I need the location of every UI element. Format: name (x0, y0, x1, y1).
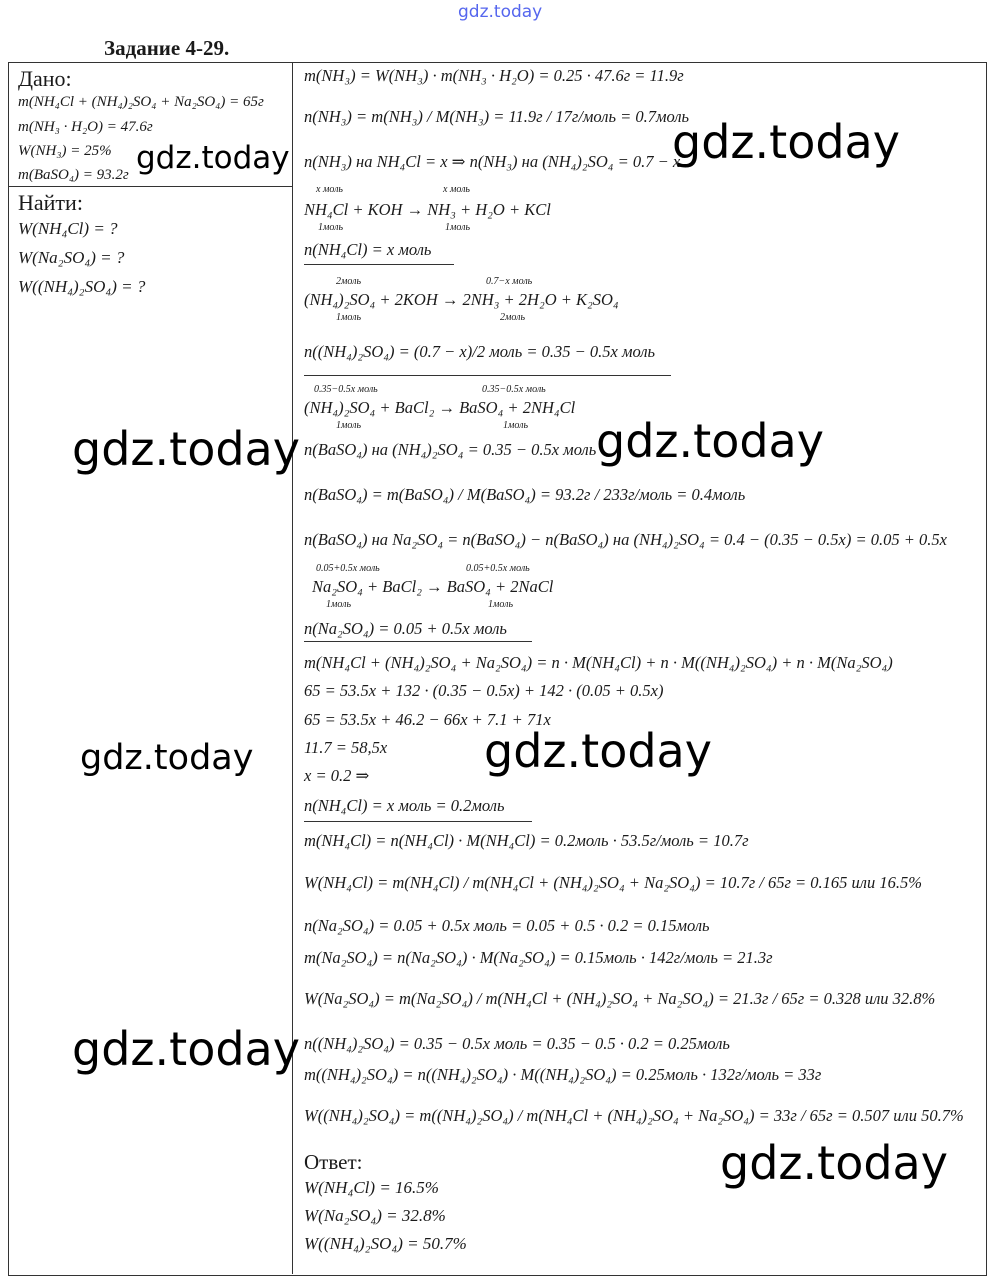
solution-line: n(Na₂SO₄) = 0.05 + 0.5x моль (304, 619, 507, 638)
find-line: W(Na₂SO₄) = ? (18, 248, 125, 267)
watermark: gdz.today (136, 140, 290, 176)
given-heading: Дано: (18, 66, 72, 91)
solution-line: m(NH₄Cl) = n(NH₄Cl) · M(NH₄Cl) = 0.2моль · 53.5г/моль = 10.7г (304, 831, 749, 850)
solution-line: W(Na₂SO₄) = m(Na₂SO₄) / m(NH₄Cl + (NH₄)₂SO₄ + Na₂SO₄) = 21.3г / 65г = 0.328 или 32.8% (304, 989, 936, 1008)
solution-line: m(NH₄Cl + (NH₄)₂SO₄ + Na₂SO₄) = n · M(NH₄Cl) + n · M((NH₄)₂SO₄) + n · M(Na₂SO₄) (304, 653, 893, 672)
reaction-note: 1моль (318, 222, 344, 233)
underline (304, 821, 532, 822)
underline (304, 375, 671, 376)
column-divider (292, 62, 293, 1274)
answer-line: W(NH₄Cl) = 16.5% (304, 1178, 439, 1197)
watermark: gdz.today (72, 1022, 300, 1076)
find-line: W(NH₄Cl) = ? (18, 219, 118, 238)
solution-line: m(Na₂SO₄) = n(Na₂SO₄) · M(Na₂SO₄) = 0.15моль · 142г/моль = 21.3г (304, 948, 773, 967)
reaction-note: 1моль (326, 599, 352, 610)
solution-line: n(BaSO₄) на Na₂SO₄ = n(BaSO₄) − n(BaSO₄) на (NH₄)₂SO₄ = 0.4 − (0.35 − 0.5x) = 0.05 + 0.5x (304, 530, 947, 549)
reaction-note: 0.05+0.5x моль (466, 563, 530, 574)
reaction-equation: NH₄Cl + KOH → NH₃ + H₂O + KCl (304, 200, 551, 219)
reaction-note: 0.05+0.5x моль (316, 563, 380, 574)
reaction-note: 1моль (488, 599, 514, 610)
find-line: W((NH₄)₂SO₄) = ? (18, 277, 146, 296)
answer-line: W((NH₄)₂SO₄) = 50.7% (304, 1234, 467, 1253)
solution-line: 65 = 53.5x + 132 · (0.35 − 0.5x) + 142 · (0.05 + 0.5x) (304, 681, 664, 700)
find-heading: Найти: (18, 190, 83, 215)
watermark: gdz.today (672, 115, 900, 169)
given-line: m(BaSO₄) = 93.2г (18, 167, 129, 183)
watermark: gdz.today (596, 414, 824, 468)
given-divider (8, 186, 292, 187)
solution-line: n(NH₄Cl) = x моль (304, 240, 432, 259)
reaction-note: x моль (316, 184, 343, 195)
solution-line: x = 0.2 ⇒ (304, 766, 370, 785)
reaction-equation: (NH₄)₂SO₄ + BaCl₂ → BaSO₄ + 2NH₄Cl (304, 398, 576, 417)
solution-line: 65 = 53.5x + 46.2 − 66x + 7.1 + 71x (304, 710, 551, 729)
solution-line: W((NH₄)₂SO₄) = m((NH₄)₂SO₄) / m(NH₄Cl + (NH₄)₂SO₄ + Na₂SO₄) = 33г / 65г = 0.507 или 50.7% (304, 1106, 964, 1125)
watermark-top: gdz.today (458, 2, 543, 22)
given-line: m(NH₄Cl + (NH₄)₂SO₄ + Na₂SO₄) = 65г (18, 94, 264, 110)
given-line: W(NH₃) = 25% (18, 143, 112, 159)
solution-line: n(NH₃) на NH₄Cl = x ⇒ n(NH₃) на (NH₄)₂SO₄ = 0.7 − x (304, 152, 681, 171)
reaction-note: x моль (443, 184, 470, 195)
reaction-note: 1моль (336, 420, 362, 431)
reaction-note: 1моль (336, 312, 362, 323)
underline (304, 264, 454, 265)
reaction-note: 0.35−0.5x моль (314, 384, 378, 395)
watermark: gdz.today (72, 422, 300, 476)
answer-line: W(Na₂SO₄) = 32.8% (304, 1206, 446, 1225)
reaction-note: 0.35−0.5x моль (482, 384, 546, 395)
solution-line: n(Na₂SO₄) = 0.05 + 0.5x моль = 0.05 + 0.5 · 0.2 = 0.15моль (304, 916, 710, 935)
watermark: gdz.today (484, 724, 712, 778)
answer-heading: Ответ: (304, 1150, 363, 1174)
solution-line: W(NH₄Cl) = m(NH₄Cl) / m(NH₄Cl + (NH₄)₂SO₄ + Na₂SO₄) = 10.7г / 65г = 0.165 или 16.5% (304, 873, 922, 892)
reaction-note: 0.7−x моль (486, 276, 533, 287)
solution-line: m(NH₃) = W(NH₃) · m(NH₃ · H₂O) = 0.25 · 47.6г = 11.9г (304, 66, 684, 85)
solution-line: n(BaSO₄) = m(BaSO₄) / M(BaSO₄) = 93.2г / 233г/моль = 0.4моль (304, 485, 746, 504)
solution-line: n(NH₃) = m(NH₃) / M(NH₃) = 11.9г / 17г/моль = 0.7моль (304, 107, 690, 126)
reaction-equation: (NH₄)₂SO₄ + 2KOH → 2NH₃ + 2H₂O + K₂SO₄ (304, 290, 619, 309)
watermark: gdz.today (80, 738, 254, 778)
reaction-equation: Na₂SO₄ + BaCl₂ → BaSO₄ + 2NaCl (312, 577, 554, 596)
reaction-note: 2моль (336, 276, 362, 287)
solution-line: n((NH₄)₂SO₄) = (0.7 − x)/2 моль = 0.35 − 0.5x моль (304, 342, 656, 361)
reaction-note: 1моль (503, 420, 529, 431)
reaction-note: 2моль (500, 312, 526, 323)
solution-line: n(NH₄Cl) = x моль = 0.2моль (304, 796, 505, 815)
reaction-note: 1моль (445, 222, 471, 233)
underline (304, 641, 532, 642)
given-line: m(NH₃ · H₂O) = 47.6г (18, 119, 153, 135)
solution-line: 11.7 = 58,5x (304, 738, 388, 757)
solution-line: m((NH₄)₂SO₄) = n((NH₄)₂SO₄) · M((NH₄)₂SO₄) = 0.25моль · 132г/моль = 33г (304, 1065, 822, 1084)
watermark: gdz.today (720, 1136, 948, 1190)
task-title: Задание 4-29. (104, 36, 230, 60)
solution-line: n(BaSO₄) на (NH₄)₂SO₄ = 0.35 − 0.5x моль (304, 440, 597, 459)
solution-line: n((NH₄)₂SO₄) = 0.35 − 0.5x моль = 0.35 − 0.5 · 0.2 = 0.25моль (304, 1034, 730, 1053)
